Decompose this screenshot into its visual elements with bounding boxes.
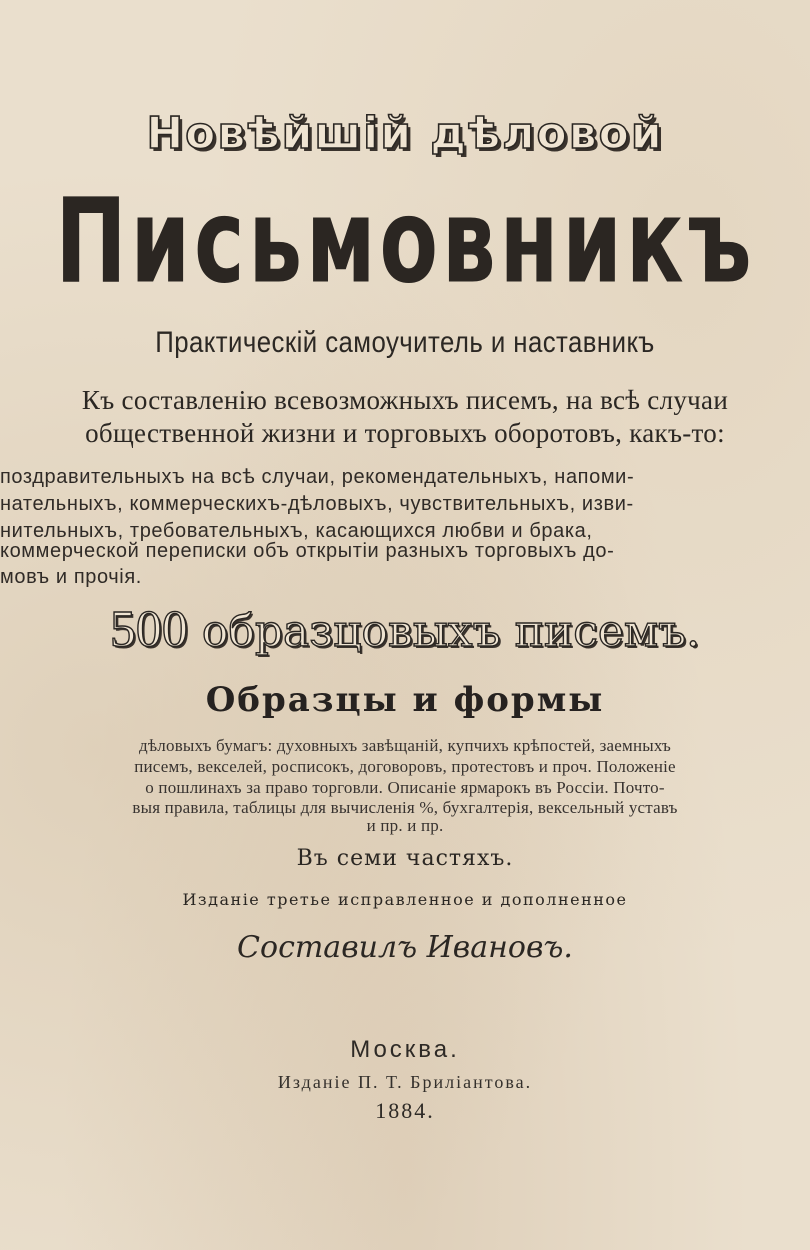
imprint-year: 1884. xyxy=(375,1098,435,1123)
forms-heading: Образцы и формы xyxy=(205,680,605,720)
forms-text-line-2: писемъ, векселей, росписокъ, договоровъ, протестовъ и проч. Положеніе xyxy=(134,757,676,776)
list-text-line-2: нательныхъ, коммерческихъ-дѣловыхъ, чувствительныхъ, изви- xyxy=(0,493,634,515)
letters-count-label: образцовыхъ писемъ. xyxy=(201,606,701,657)
intro-line-2: общественной жизни и торговыхъ оборотовъ, какъ-то: xyxy=(85,418,725,448)
list-text-line-4: коммерческой переписки объ открытіи разныхъ торговыхъ до- xyxy=(0,540,615,562)
forms-text-line-5: и пр. и пр. xyxy=(366,816,444,835)
letters-count-number: 500 xyxy=(109,601,188,658)
letters-count-heading xyxy=(0,600,810,659)
intro-line-1: Къ составленію всевозможныхъ писемъ, на всѣ случаи xyxy=(81,385,729,415)
title-line-1: Новѣйшій дѣловой xyxy=(146,108,664,159)
imprint-city: Москва. xyxy=(350,1036,460,1063)
forms-text-line-3: о пошлинахъ за право торговли. Описаніе ярмарокъ въ Россіи. Почто- xyxy=(145,778,665,797)
title-main: Письмовникъ xyxy=(54,172,755,310)
edition-note: Изданіе третье исправленное и дополненное xyxy=(182,890,628,909)
parts-note: Въ семи частяхъ. xyxy=(296,846,514,871)
list-text-line-3: нительныхъ, требовательныхъ, касающихся любви и брака, xyxy=(0,520,593,542)
imprint-publisher: Изданіе П. Т. Бриліантова. xyxy=(277,1072,533,1092)
list-text-line-5: мовъ и прочія. xyxy=(0,566,142,588)
list-text-line-1: поздравительныхъ на всѣ случаи, рекомендательныхъ, напоми- xyxy=(0,466,635,488)
subtitle: Практическій самоучитель и наставникъ xyxy=(155,326,655,359)
compiler-credit: Составилъ Ивановъ. xyxy=(237,930,573,965)
forms-text-line-1: дѣловыхъ бумагъ: духовныхъ завѣщаній, купчихъ крѣпостей, заемныхъ xyxy=(139,736,671,755)
forms-text-line-4: выя правила, таблицы для вычисленія %, бухгалтерія, вексельный уставъ xyxy=(132,798,678,817)
